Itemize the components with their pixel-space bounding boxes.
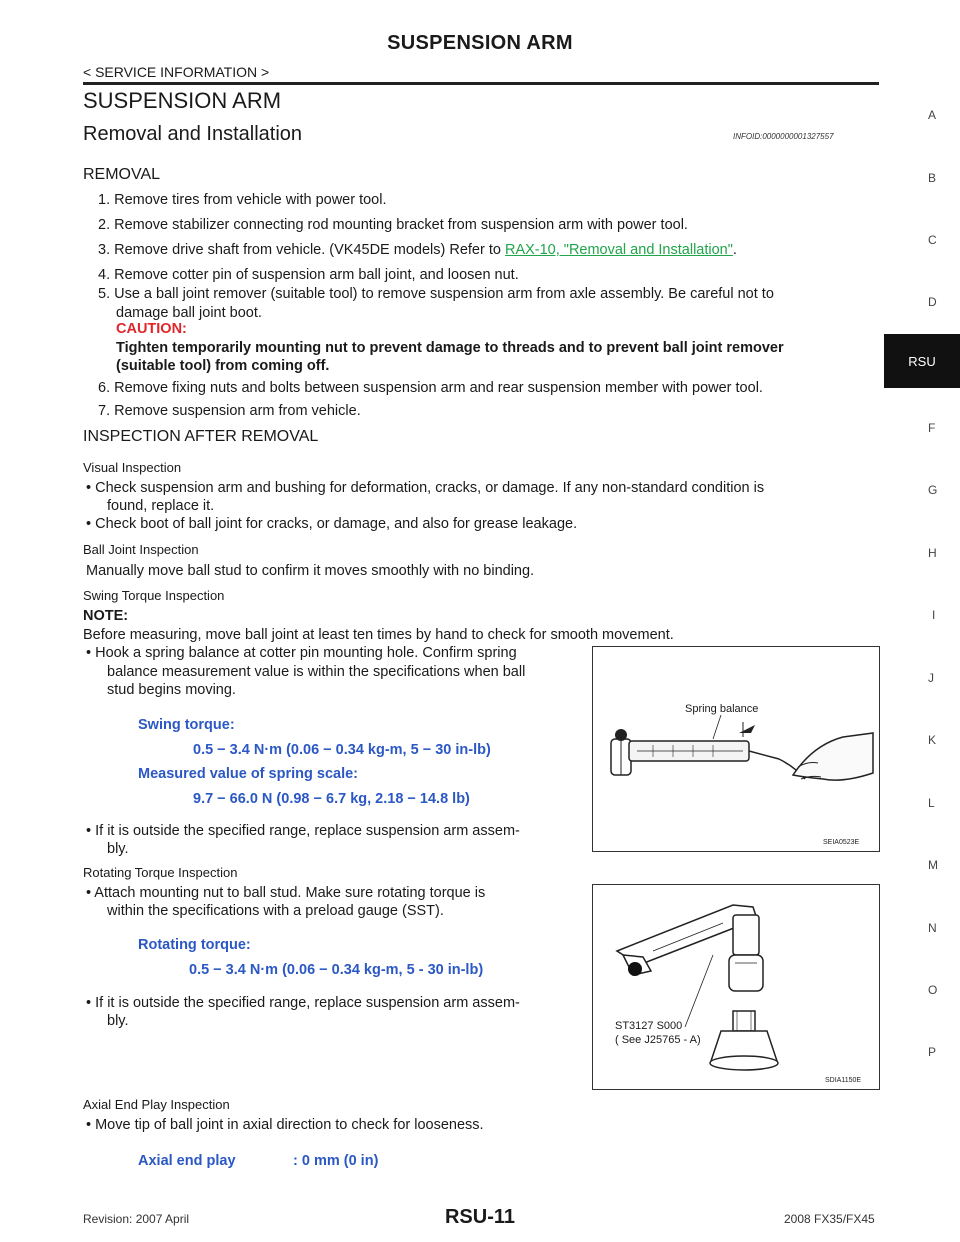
info-id: INFOID:0000000001327557 [733,132,834,141]
axial-bullet-1: • Move tip of ball joint in axial direction to check for looseness. [86,1117,484,1133]
rotating-torque-value: 0.5 − 3.4 N·m (0.06 − 0.34 kg-m, 5 - 30 in-lb) [189,962,484,978]
sidebar-item-k[interactable]: K [928,733,937,747]
note-label: NOTE: [83,608,129,624]
sidebar-item-g[interactable]: G [928,483,938,497]
removal-step-4: 4. Remove cotter pin of suspension arm ball joint, and loosen nut. [98,267,519,283]
preload-gauge-figure [592,884,880,1090]
figure-code-1: SEIA0523E [823,839,860,846]
removal-step-1: 1. Remove tires from vehicle with power tool. [98,192,387,208]
removal-step-7: 7. Remove suspension arm from vehicle. [98,403,361,419]
sidebar-item-c[interactable]: C [928,233,937,247]
preload-gauge-illustration [593,885,879,1089]
removal-heading: REMOVAL [83,166,161,183]
header-divider [83,82,879,85]
page-header-subtitle: < SERVICE INFORMATION > [83,64,270,80]
caution-label: CAUTION: [116,321,187,337]
swing-bullet-2-cont: bly. [107,841,129,857]
removal-step-2: 2. Remove stabilizer connecting rod mounting bracket from suspension arm with power tool. [98,217,688,233]
spring-balance-illustration [593,647,879,851]
footer-page-number: RSU-11 [444,1206,516,1228]
sst-label-line-2: ( See J25765 - A) [615,1034,701,1046]
caution-line-1: Tighten temporarily mounting nut to prevent damage to threads and to prevent ball joint remover [116,340,784,356]
section-title: SUSPENSION ARM [83,88,282,113]
visual-bullet-1: • Check suspension arm and bushing for deformation, cracks, or damage. If any non-standard condition is [86,480,765,496]
axial-end-play-heading: Axial End Play Inspection [83,1097,230,1112]
swing-torque-label: Swing torque: [138,717,235,733]
sidebar-item-a[interactable]: A [928,108,937,122]
sidebar-item-p[interactable]: P [928,1045,937,1059]
swing-torque-heading: Swing Torque Inspection [83,588,225,603]
rotating-bullet-1-cont: within the specifications with a preload gauge (SST). [107,903,444,919]
ball-joint-text: Manually move ball stud to confirm it moves smoothly with no binding. [86,563,535,579]
caution-line-2: (suitable tool) from coming off. [116,358,330,374]
visual-inspection-heading: Visual Inspection [83,460,182,475]
swing-bullet-1-cont: balance measurement value is within the specifications when ball [107,664,526,680]
visual-bullet-1-cont: found, replace it. [107,498,215,514]
note-text: Before measuring, move ball joint at least ten times by hand to check for smooth movement. [83,627,674,643]
swing-torque-value: 0.5 − 3.4 N·m (0.06 − 0.34 kg-m, 5 − 30 in-lb) [193,742,491,758]
page-header-title: SUSPENSION ARM [387,32,573,54]
visual-bullet-2: • Check boot of ball joint for cracks, or damage, and also for grease leakage. [86,516,578,532]
rax-10-link[interactable]: RAX-10, "Removal and Installation" [504,242,733,258]
axial-end-play-value: : 0 mm (0 in) [293,1153,379,1169]
removal-step-5-cont: damage ball joint boot. [116,305,262,321]
footer-model: 2008 FX35/FX45 [784,1212,875,1226]
sidebar-item-d[interactable]: D [928,295,937,309]
axial-end-play-label: Axial end play [138,1153,236,1169]
rotating-bullet-2-cont: bly. [107,1013,129,1029]
sidebar-item-n[interactable]: N [928,921,937,935]
removal-step-5: 5. Use a ball joint remover (suitable tool) to remove suspension arm from axle assembly. Be careful not to [98,286,774,302]
spring-balance-label: Spring balance [685,703,759,715]
sidebar-item-h[interactable]: H [928,546,937,560]
footer-revision: Revision: 2007 April [83,1212,190,1226]
spring-scale-value: 9.7 − 66.0 N (0.98 − 6.7 kg, 2.18 − 14.8 lb) [193,791,470,807]
swing-bullet-1-cont2: stud begins moving. [107,682,236,698]
figure-code-2: SDIA1150E [825,1077,862,1084]
swing-bullet-2: • If it is outside the specified range, replace suspension arm assem- [86,823,520,839]
sidebar-item-i[interactable]: I [932,608,936,622]
sidebar-item-l[interactable]: L [928,796,935,810]
rotating-bullet-1: • Attach mounting nut to ball stud. Make sure rotating torque is [86,885,486,901]
subsection-title: Removal and Installation [83,123,303,145]
spring-balance-figure [592,646,880,852]
sidebar-item-f[interactable]: F [928,421,936,435]
removal-step-3 [98,241,737,260]
sidebar-item-rsu-active[interactable]: RSU [884,334,960,388]
sidebar-item-j[interactable]: J [928,671,934,685]
ball-joint-heading: Ball Joint Inspection [83,542,199,557]
spring-scale-label: Measured value of spring scale: [138,766,358,782]
rotating-torque-heading: Rotating Torque Inspection [83,865,238,880]
swing-bullet-1: • Hook a spring balance at cotter pin mounting hole. Confirm spring [86,645,517,661]
inspection-heading: INSPECTION AFTER REMOVAL [83,428,319,445]
removal-step-6: 6. Remove fixing nuts and bolts between suspension arm and rear suspension member with power tool. [98,380,763,396]
sidebar-item-o[interactable]: O [928,983,938,997]
rotating-bullet-2: • If it is outside the specified range, replace suspension arm assem- [86,995,520,1011]
sidebar-item-m[interactable]: M [928,858,938,872]
removal-step-3-text: 3. Remove drive shaft from vehicle. (VK45DE models) Refer to [98,242,501,258]
removal-step-3-end: . [732,242,737,258]
sidebar-item-b[interactable]: B [928,171,937,185]
rotating-torque-label: Rotating torque: [138,937,251,953]
sst-label-line-1: ST3127 S000 [615,1020,683,1032]
